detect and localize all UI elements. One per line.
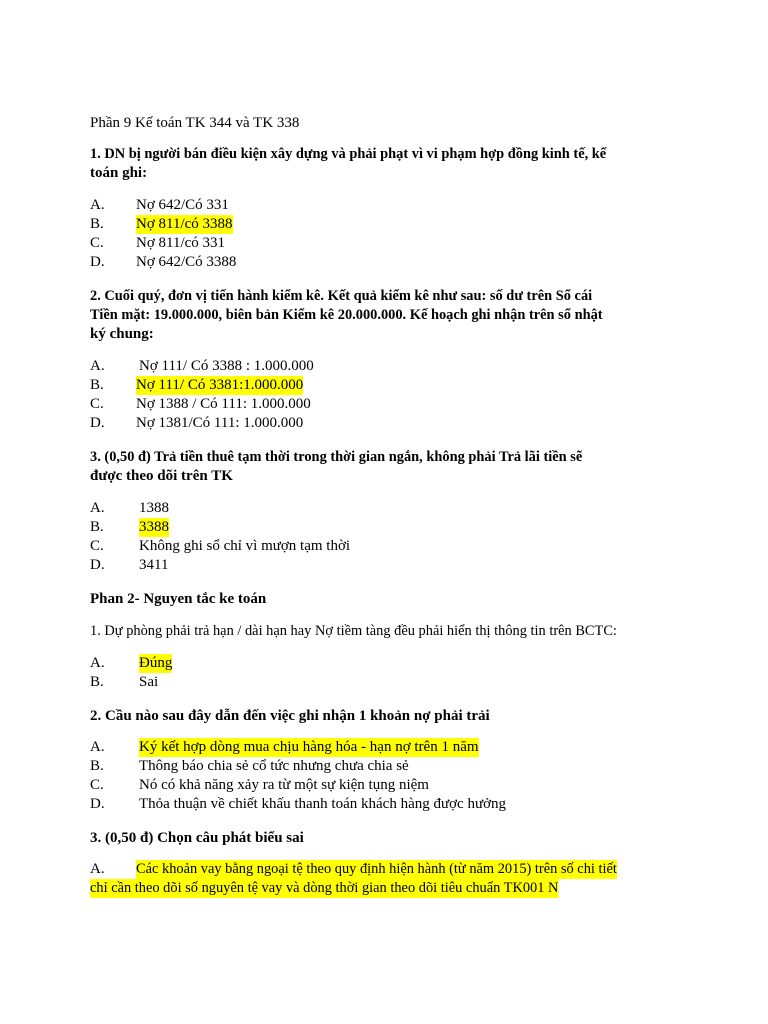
option-text: 1388 <box>139 500 169 516</box>
highlighted-answer: Nợ 111/ Có 3381:1.000.000 <box>136 377 304 393</box>
option-text: Sai <box>139 674 159 690</box>
option-letter: A. <box>90 861 105 877</box>
option-letter: B. <box>90 674 104 690</box>
question-3-text: 3. (0,50 đ) Trả tiền thuê tạm thời trong thời gian ngắn, không phải Trả lãi tiền sẽ <box>90 449 583 465</box>
s2-q3-option-a-cont <box>90 879 578 898</box>
highlighted-answer-cont: chỉ cần theo dõi số nguyên tệ vay và dòng thời gian theo dõi tiêu chuẩn TK001 N <box>90 880 559 896</box>
option-text: Không ghi sổ chỉ vì mượn tạm thời <box>139 538 351 554</box>
option-letter: A. <box>90 739 105 755</box>
question-1-text: 1. DN bị người bán điều kiện xây dựng và phải phạt vì vi phạm hợp đồng kinh tế, kế <box>90 146 607 162</box>
highlighted-answer: Các khoản vay bằng ngoại tệ theo quy định hiện hành (từ năm 2015) trên số chi tiết <box>136 861 617 877</box>
option-letter: A. <box>90 655 105 671</box>
option-letter: C. <box>90 777 104 793</box>
section-9-title: Phần 9 Kế toán TK 344 và TK 338 <box>90 115 300 131</box>
option-text: Nợ 1388 / Có 111: 1.000.000 <box>136 396 311 412</box>
option-letter: A. <box>90 500 105 516</box>
question-2-text-cont2: ký chung: <box>90 326 154 342</box>
s2-question-2-text: 2. Cầu nào sau đây dẫn đến việc ghi nhận 1 khoản nợ phải trải <box>90 708 490 724</box>
option-letter: C. <box>90 235 104 251</box>
question-2-text-cont: Tiền mặt: 19.000.000, biên bản Kiểm kê 20.000.000. Kế hoạch ghi nhận trên sổ nhật <box>90 307 603 323</box>
highlighted-answer: Đúng <box>139 655 173 671</box>
highlighted-answer: 3388 <box>139 519 169 535</box>
option-text: Nợ 111/ Có 3388 : 1.000.000 <box>139 358 314 374</box>
option-text: Thỏa thuận về chiết khấu thanh toán khách hàng được hưởng <box>139 796 507 812</box>
option-letter: D. <box>90 415 105 431</box>
s2-question-1-text: 1. Dự phòng phải trả hạn / dài hạn hay Nợ tiềm tàng đều phải hiển thị thông tin trên BCTC: <box>90 623 617 639</box>
option-letter: D. <box>90 796 105 812</box>
option-letter: C. <box>90 396 104 412</box>
question-2-text: 2. Cuối quý, đơn vị tiến hành kiểm kê. Kết quả kiểm kê như sau: số dư trên Sổ cái <box>90 288 593 304</box>
option-letter: A. <box>90 358 105 374</box>
highlighted-answer: Nợ 811/có 3388 <box>136 216 233 232</box>
option-letter: B. <box>90 519 104 535</box>
question-3-text-cont: được theo dõi trên TK <box>90 468 233 484</box>
option-text: Nợ 811/có 331 <box>136 235 226 251</box>
option-letter: D. <box>90 254 105 270</box>
section-2-title: Phan 2- Nguyen tắc ke toán <box>90 591 267 607</box>
option-letter: B. <box>90 377 104 393</box>
option-text: Thông báo chia sẻ cổ tức nhưng chưa chia sẻ <box>139 758 409 774</box>
option-letter: D. <box>90 557 105 573</box>
option-letter: A. <box>90 197 105 213</box>
s2-question-3-text: 3. (0,50 đ) Chọn câu phát biểu sai <box>90 830 304 846</box>
option-text: Nợ 642/Có 3388 <box>136 254 237 270</box>
option-text: Nợ 642/Có 331 <box>136 197 229 213</box>
option-letter: C. <box>90 538 104 554</box>
option-letter: B. <box>90 216 104 232</box>
option-text: Nó có khả năng xảy ra từ một sự kiện tụng niệm <box>139 777 429 793</box>
option-text: Nợ 1381/Có 111: 1.000.000 <box>136 415 304 431</box>
option-letter: B. <box>90 758 104 774</box>
highlighted-answer: Ký kết hợp dòng mua chịu hàng hóa - hạn nợ trên 1 năm <box>139 739 479 755</box>
question-1-text-cont: toán ghi: <box>90 165 148 181</box>
option-text: 3411 <box>139 557 169 573</box>
